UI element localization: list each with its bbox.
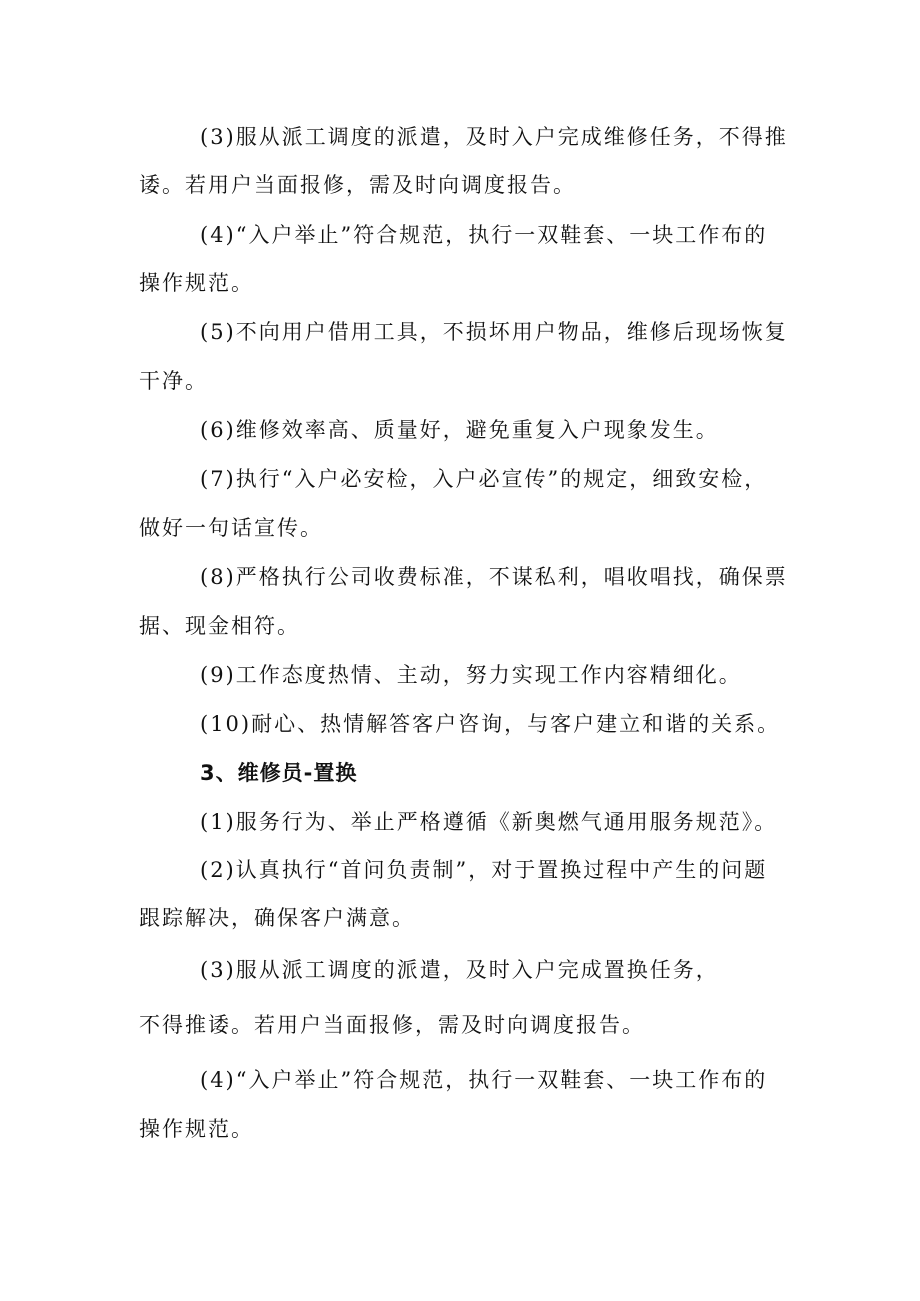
paragraph-line: 诿。若用户当面报修，需及时向调度报告。	[139, 173, 576, 197]
paragraph-line: 操作规范。	[139, 1117, 254, 1141]
paragraph-line: (3)服从派工调度的派遣，及时入户完成维修任务，不得推	[200, 125, 788, 149]
paragraph-line: 跟踪解决，确保客户满意。	[139, 906, 415, 930]
paragraph-line: (7)执行“入户必安检，入户必宣传”的规定，细致安检，	[200, 467, 768, 491]
paragraph-line: (1)服务行为、举止严格遵循《新奥燃气通用服务规范》。	[200, 810, 778, 834]
paragraph-line: (4)“入户举止”符合规范，执行一双鞋套、一块工作布的	[200, 1068, 768, 1092]
paragraph-line: (6)维修效率高、质量好，避免重复入户现象发生。	[200, 418, 719, 442]
paragraph-line: 据、现金相符。	[139, 614, 300, 638]
paragraph-line: (8)严格执行公司收费标准，不谋私利，唱收唱找，确保票	[200, 565, 788, 589]
paragraph-line: (2)认真执行“首问负责制”，对于置换过程中产生的问题	[200, 858, 768, 882]
paragraph-line: (10)耐心、热情解答客户咨询，与客户建立和谐的关系。	[200, 712, 781, 736]
paragraph-line: (9)工作态度热情、主动，努力实现工作内容精细化。	[200, 663, 742, 687]
paragraph-line: (5)不向用户借用工具，不损坏用户物品，维修后现场恢复	[200, 320, 788, 344]
paragraph-line: 干净。	[139, 369, 208, 393]
paragraph-line: 操作规范。	[139, 271, 254, 295]
paragraph-line: (3)服从派工调度的派遣，及时入户完成置换任务，	[200, 958, 719, 982]
paragraph-line: 做好一句话宣传。	[139, 516, 323, 540]
paragraph-line: 不得推诿。若用户当面报修，需及时向调度报告。	[139, 1013, 645, 1037]
section-heading: 3、维修员-置换	[200, 761, 358, 785]
paragraph-line: (4)“入户举止”符合规范，执行一双鞋套、一块工作布的	[200, 223, 768, 247]
